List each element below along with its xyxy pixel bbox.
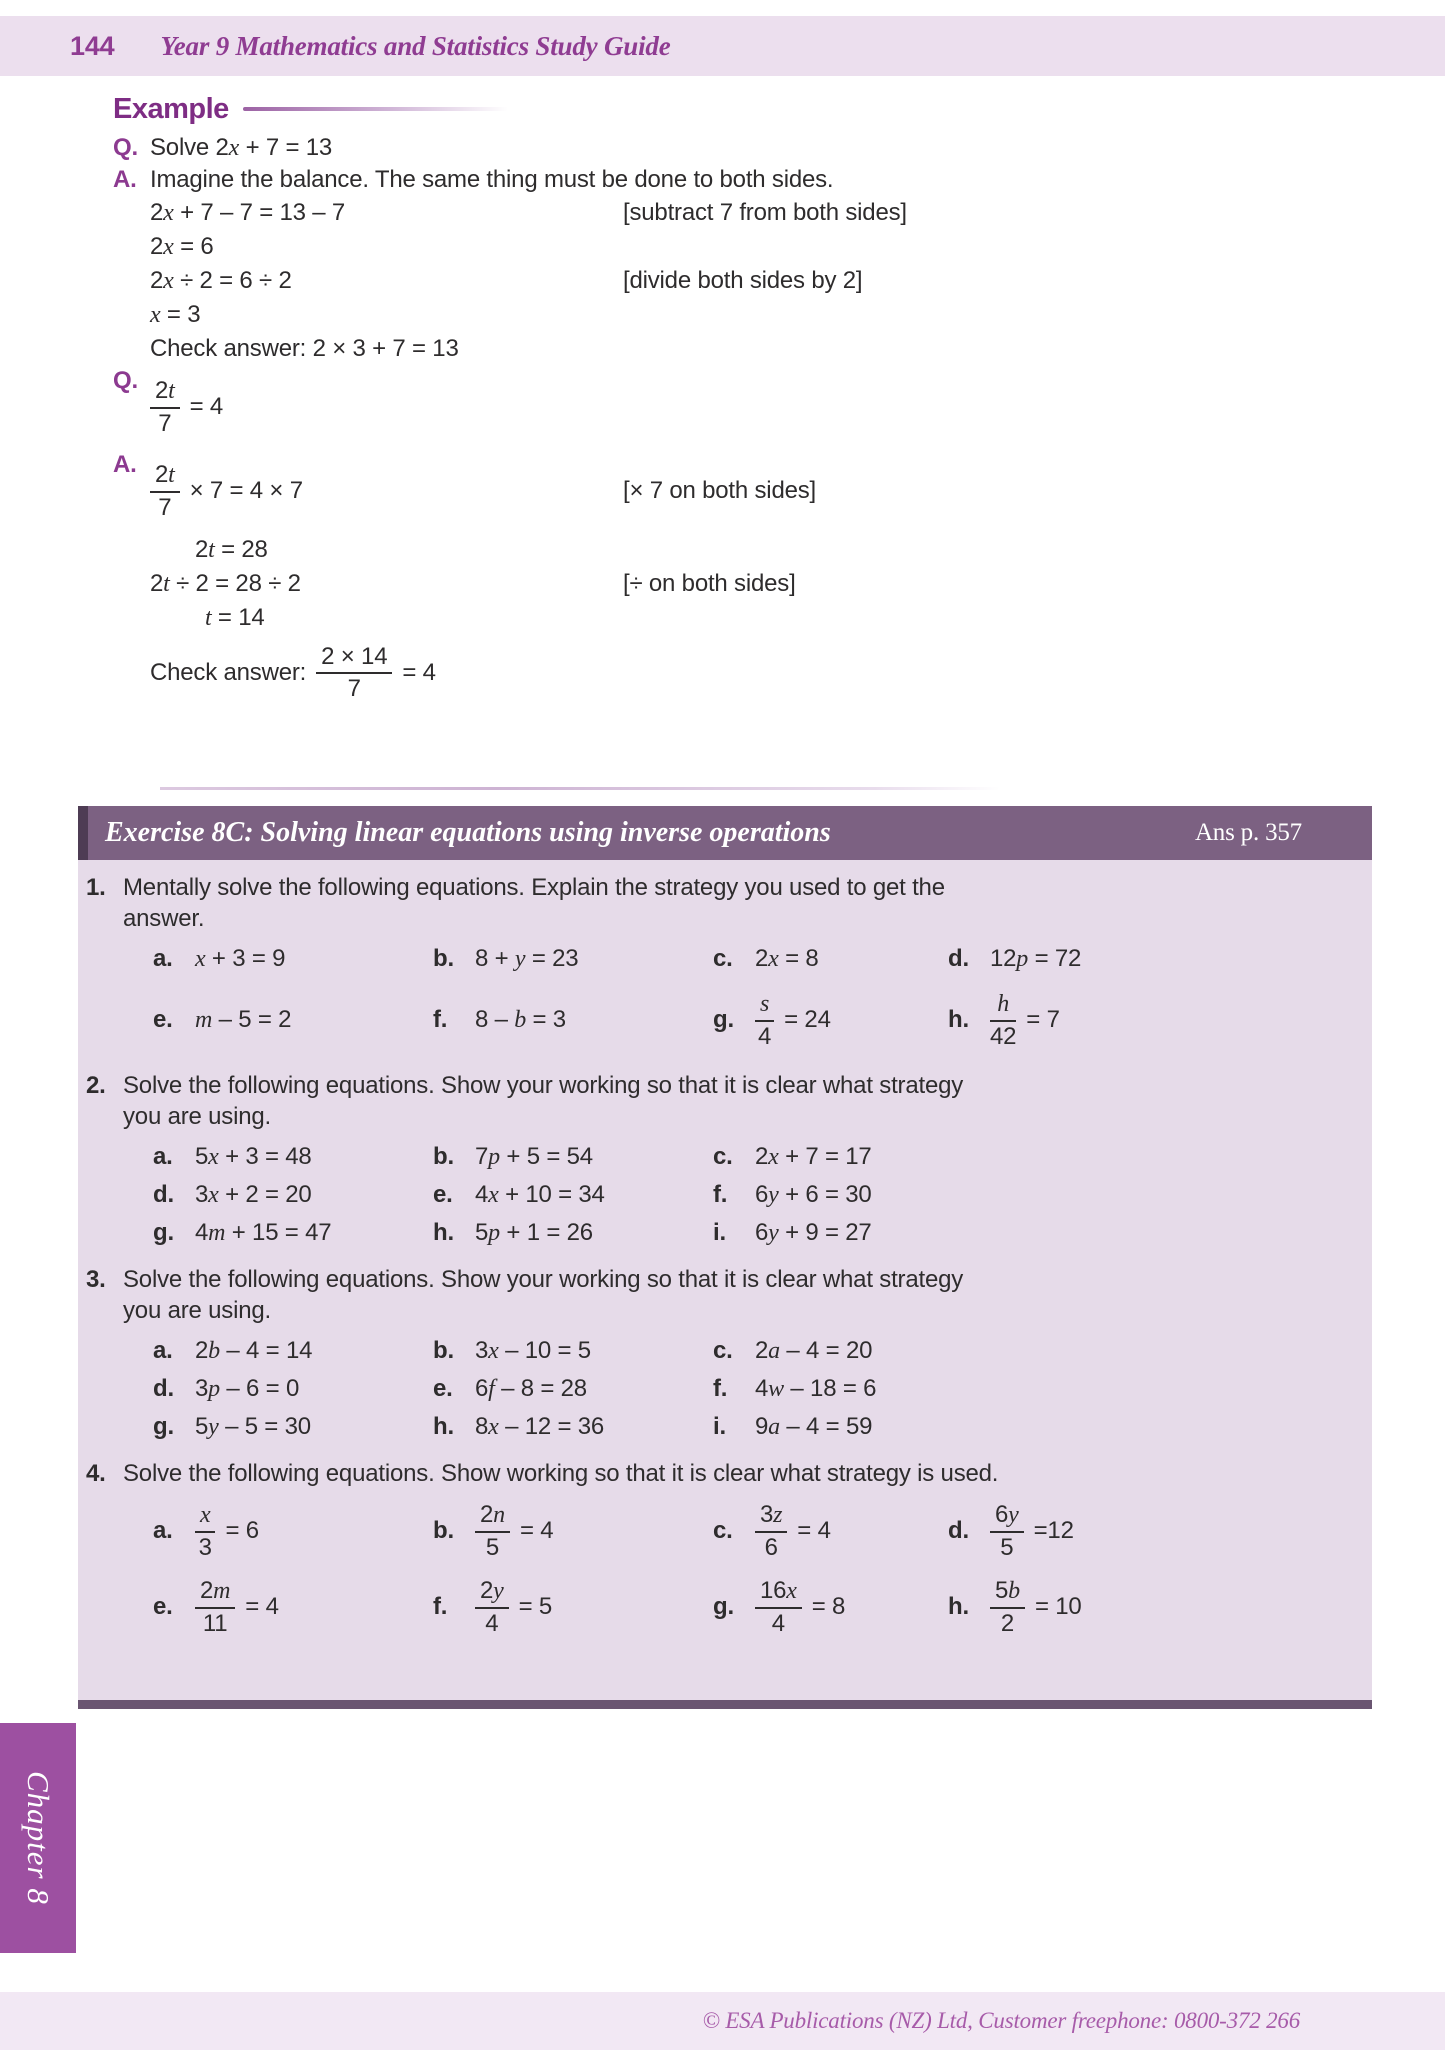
exercise-item: e. 6f – 8 = 28	[433, 1375, 587, 1402]
exercise-item: f. $\frac{2y}{4}$ = 5	[433, 1576, 553, 1637]
exercise-question-1	[78, 872, 1372, 1058]
example-heading: Example	[113, 92, 229, 125]
question-text: you are using.	[123, 1297, 271, 1324]
check-expression: 2 × 3 + 7 = 13	[312, 335, 459, 362]
header-title: Year 9 Mathematics and Statistics Study Guide	[160, 30, 671, 61]
exercise-item: h. $\frac{5b}{2}$ = 10	[948, 1576, 1082, 1637]
page-number: 144	[70, 30, 115, 61]
exercise-item: i. 9a – 4 = 59	[713, 1413, 873, 1440]
q-label: Q.	[113, 134, 138, 161]
fraction: $\frac{2n}{5}$	[475, 1501, 510, 1561]
fraction: $\frac{2t}{7}$	[150, 377, 180, 437]
working-step	[113, 533, 1375, 567]
question-number: 2.	[86, 1072, 106, 1099]
q-expression: 2x + 7 = 13	[215, 134, 333, 161]
exercise-item: e. $\frac{2m}{11}$ = 4	[153, 1576, 279, 1637]
fraction: $\frac{x}{3}$	[195, 1501, 215, 1561]
check-expression: = 4	[402, 659, 436, 686]
working-step	[113, 230, 1375, 264]
exercise-item: c. 2x = 8	[713, 945, 819, 972]
step-expression: 2t = 28	[195, 536, 268, 563]
fraction: $\frac{2y}{4}$	[475, 1577, 509, 1637]
exercise-item: f. 4w – 18 = 6	[713, 1375, 877, 1402]
exercise-item: d. 3p – 6 = 0	[153, 1375, 300, 1402]
check-answer-line	[113, 635, 1375, 711]
publisher-note: © ESA Publications (NZ) Ltd, Customer freephone: 0800-372 266	[702, 2008, 1300, 2033]
step-expression: 2t ÷ 2 = 28 ÷ 2	[150, 570, 301, 597]
exercise-item: c. 2a – 4 = 20	[713, 1337, 873, 1364]
step-expression: t = 14	[205, 604, 265, 631]
exercise-item: e. m – 5 = 2	[153, 1006, 292, 1033]
step-expression: 2x + 7 – 7 = 13 – 7	[150, 199, 346, 226]
fraction: $\frac{6y}{5}$	[990, 1501, 1024, 1561]
example2-question	[113, 365, 1375, 449]
working-step	[113, 298, 1375, 332]
q-label: Q.	[113, 367, 138, 394]
exercise-question-2	[78, 1070, 1372, 1252]
exercise-question-3	[78, 1264, 1372, 1446]
working-step	[113, 567, 1375, 601]
working-step	[113, 601, 1375, 635]
a-text: Imagine the balance. The same thing must be done to both sides.	[150, 166, 834, 193]
step-expression: x = 3	[150, 301, 201, 328]
exercise-title: Exercise 8C: Solving linear equations using inverse operations	[105, 817, 831, 848]
exercise-item: g. $\frac{16x}{4}$ = 8	[713, 1576, 846, 1637]
exercise-question-4	[78, 1458, 1372, 1645]
check-label: Check answer:	[150, 659, 307, 686]
question-text: you are using.	[123, 1103, 271, 1130]
question-number: 1.	[86, 874, 106, 901]
exercise-item: e. 4x + 10 = 34	[433, 1181, 605, 1208]
example1-question	[113, 132, 1375, 164]
step-note: [divide both sides by 2]	[623, 267, 863, 294]
check-answer-line	[113, 332, 1375, 365]
page-header	[0, 16, 1445, 76]
exercise-item: d. 12p = 72	[948, 945, 1082, 972]
step-note: [subtract 7 from both sides]	[623, 199, 907, 226]
section-divider	[160, 787, 1000, 790]
exercise-item: c. 2x + 7 = 17	[713, 1143, 872, 1170]
exercise-title-bar	[78, 806, 1372, 860]
working-step	[113, 264, 1375, 298]
check-label: Check answer:	[150, 335, 307, 362]
working-step	[113, 196, 1375, 230]
fraction: $\frac{16x}{4}$	[755, 1577, 802, 1637]
a-label: A.	[113, 166, 137, 193]
exercise-item: g. $\frac{s}{4}$ = 24	[713, 990, 831, 1050]
a-label: A.	[113, 451, 137, 478]
exercise-item: a. x + 3 = 9	[153, 945, 286, 972]
exercise-item: g. 5y – 5 = 30	[153, 1413, 311, 1440]
exercise-item: h. $\frac{h}{42}$ = 7	[948, 990, 1060, 1050]
answer-page-ref: Ans p. 357	[1194, 819, 1302, 846]
step-note: [× 7 on both sides]	[623, 477, 817, 504]
question-number: 4.	[86, 1460, 106, 1487]
fraction: $\frac{2 \times 14}{7}$	[316, 643, 392, 702]
step-expression: 2x ÷ 2 = 6 ÷ 2	[150, 267, 292, 294]
exercise-item: d. 3x + 2 = 20	[153, 1181, 312, 1208]
exercise-item: d. $\frac{6y}{5}$ =12	[948, 1500, 1074, 1561]
page-footer	[0, 1992, 1445, 2050]
exercise-item: g. 4m + 15 = 47	[153, 1219, 332, 1246]
exercise-item: b. 8 + y = 23	[433, 945, 579, 972]
heading-rule	[243, 107, 508, 111]
q-expression: = 4	[189, 393, 224, 420]
example-section	[113, 90, 1375, 711]
exercise-item: c. $\frac{3z}{6}$ = 4	[713, 1500, 831, 1561]
fraction: $\frac{2m}{11}$	[195, 1577, 235, 1637]
chapter-tab-label: Chapter 8	[21, 1771, 56, 1905]
example1-answer	[113, 164, 1375, 196]
exercise-item: h. 8x – 12 = 36	[433, 1413, 605, 1440]
fraction: $\frac{3z}{6}$	[755, 1501, 787, 1561]
exercise-item: f. 8 – b = 3	[433, 1006, 566, 1033]
question-number: 3.	[86, 1266, 106, 1293]
example-heading-row	[113, 90, 1375, 128]
exercise-item: a. 2b – 4 = 14	[153, 1337, 313, 1364]
fraction: $\frac{2t}{7}$	[150, 461, 180, 521]
exercise-item: f. 6y + 6 = 30	[713, 1181, 872, 1208]
step-note: [÷ on both sides]	[623, 570, 796, 597]
question-text: Solve the following equations. Show your working so that it is clear what strategy	[123, 1072, 964, 1099]
exercise-item: b. 7p + 5 = 54	[433, 1143, 593, 1170]
question-text: answer.	[123, 905, 205, 932]
question-text: Solve the following equations. Show working so that it is clear what strategy is used.	[123, 1460, 999, 1487]
exercise-item: b. $\frac{2n}{5}$ = 4	[433, 1500, 554, 1561]
fraction: $\frac{s}{4}$	[755, 990, 774, 1050]
exercise-box	[78, 860, 1372, 1709]
question-text: Mentally solve the following equations. Explain the strategy you used to get the	[123, 874, 945, 901]
exercise-item: i. 6y + 9 = 27	[713, 1219, 872, 1246]
fraction: $\frac{h}{42}$	[990, 990, 1017, 1050]
step-expression: 2x = 6	[150, 233, 214, 260]
exercise-item: a. 5x + 3 = 48	[153, 1143, 312, 1170]
exercise-item: a. $\frac{x}{3}$ = 6	[153, 1501, 259, 1561]
fraction: $\frac{5b}{2}$	[990, 1577, 1025, 1637]
example2-answer	[113, 449, 1375, 533]
question-text: Solve the following equations. Show your working so that it is clear what strategy	[123, 1266, 964, 1293]
exercise-item: h. 5p + 1 = 26	[433, 1219, 593, 1246]
exercise-item: b. 3x – 10 = 5	[433, 1337, 591, 1364]
q-text: Solve	[150, 134, 216, 161]
chapter-tab	[0, 1723, 76, 1953]
step-expression: × 7 = 4 × 7	[189, 477, 303, 504]
